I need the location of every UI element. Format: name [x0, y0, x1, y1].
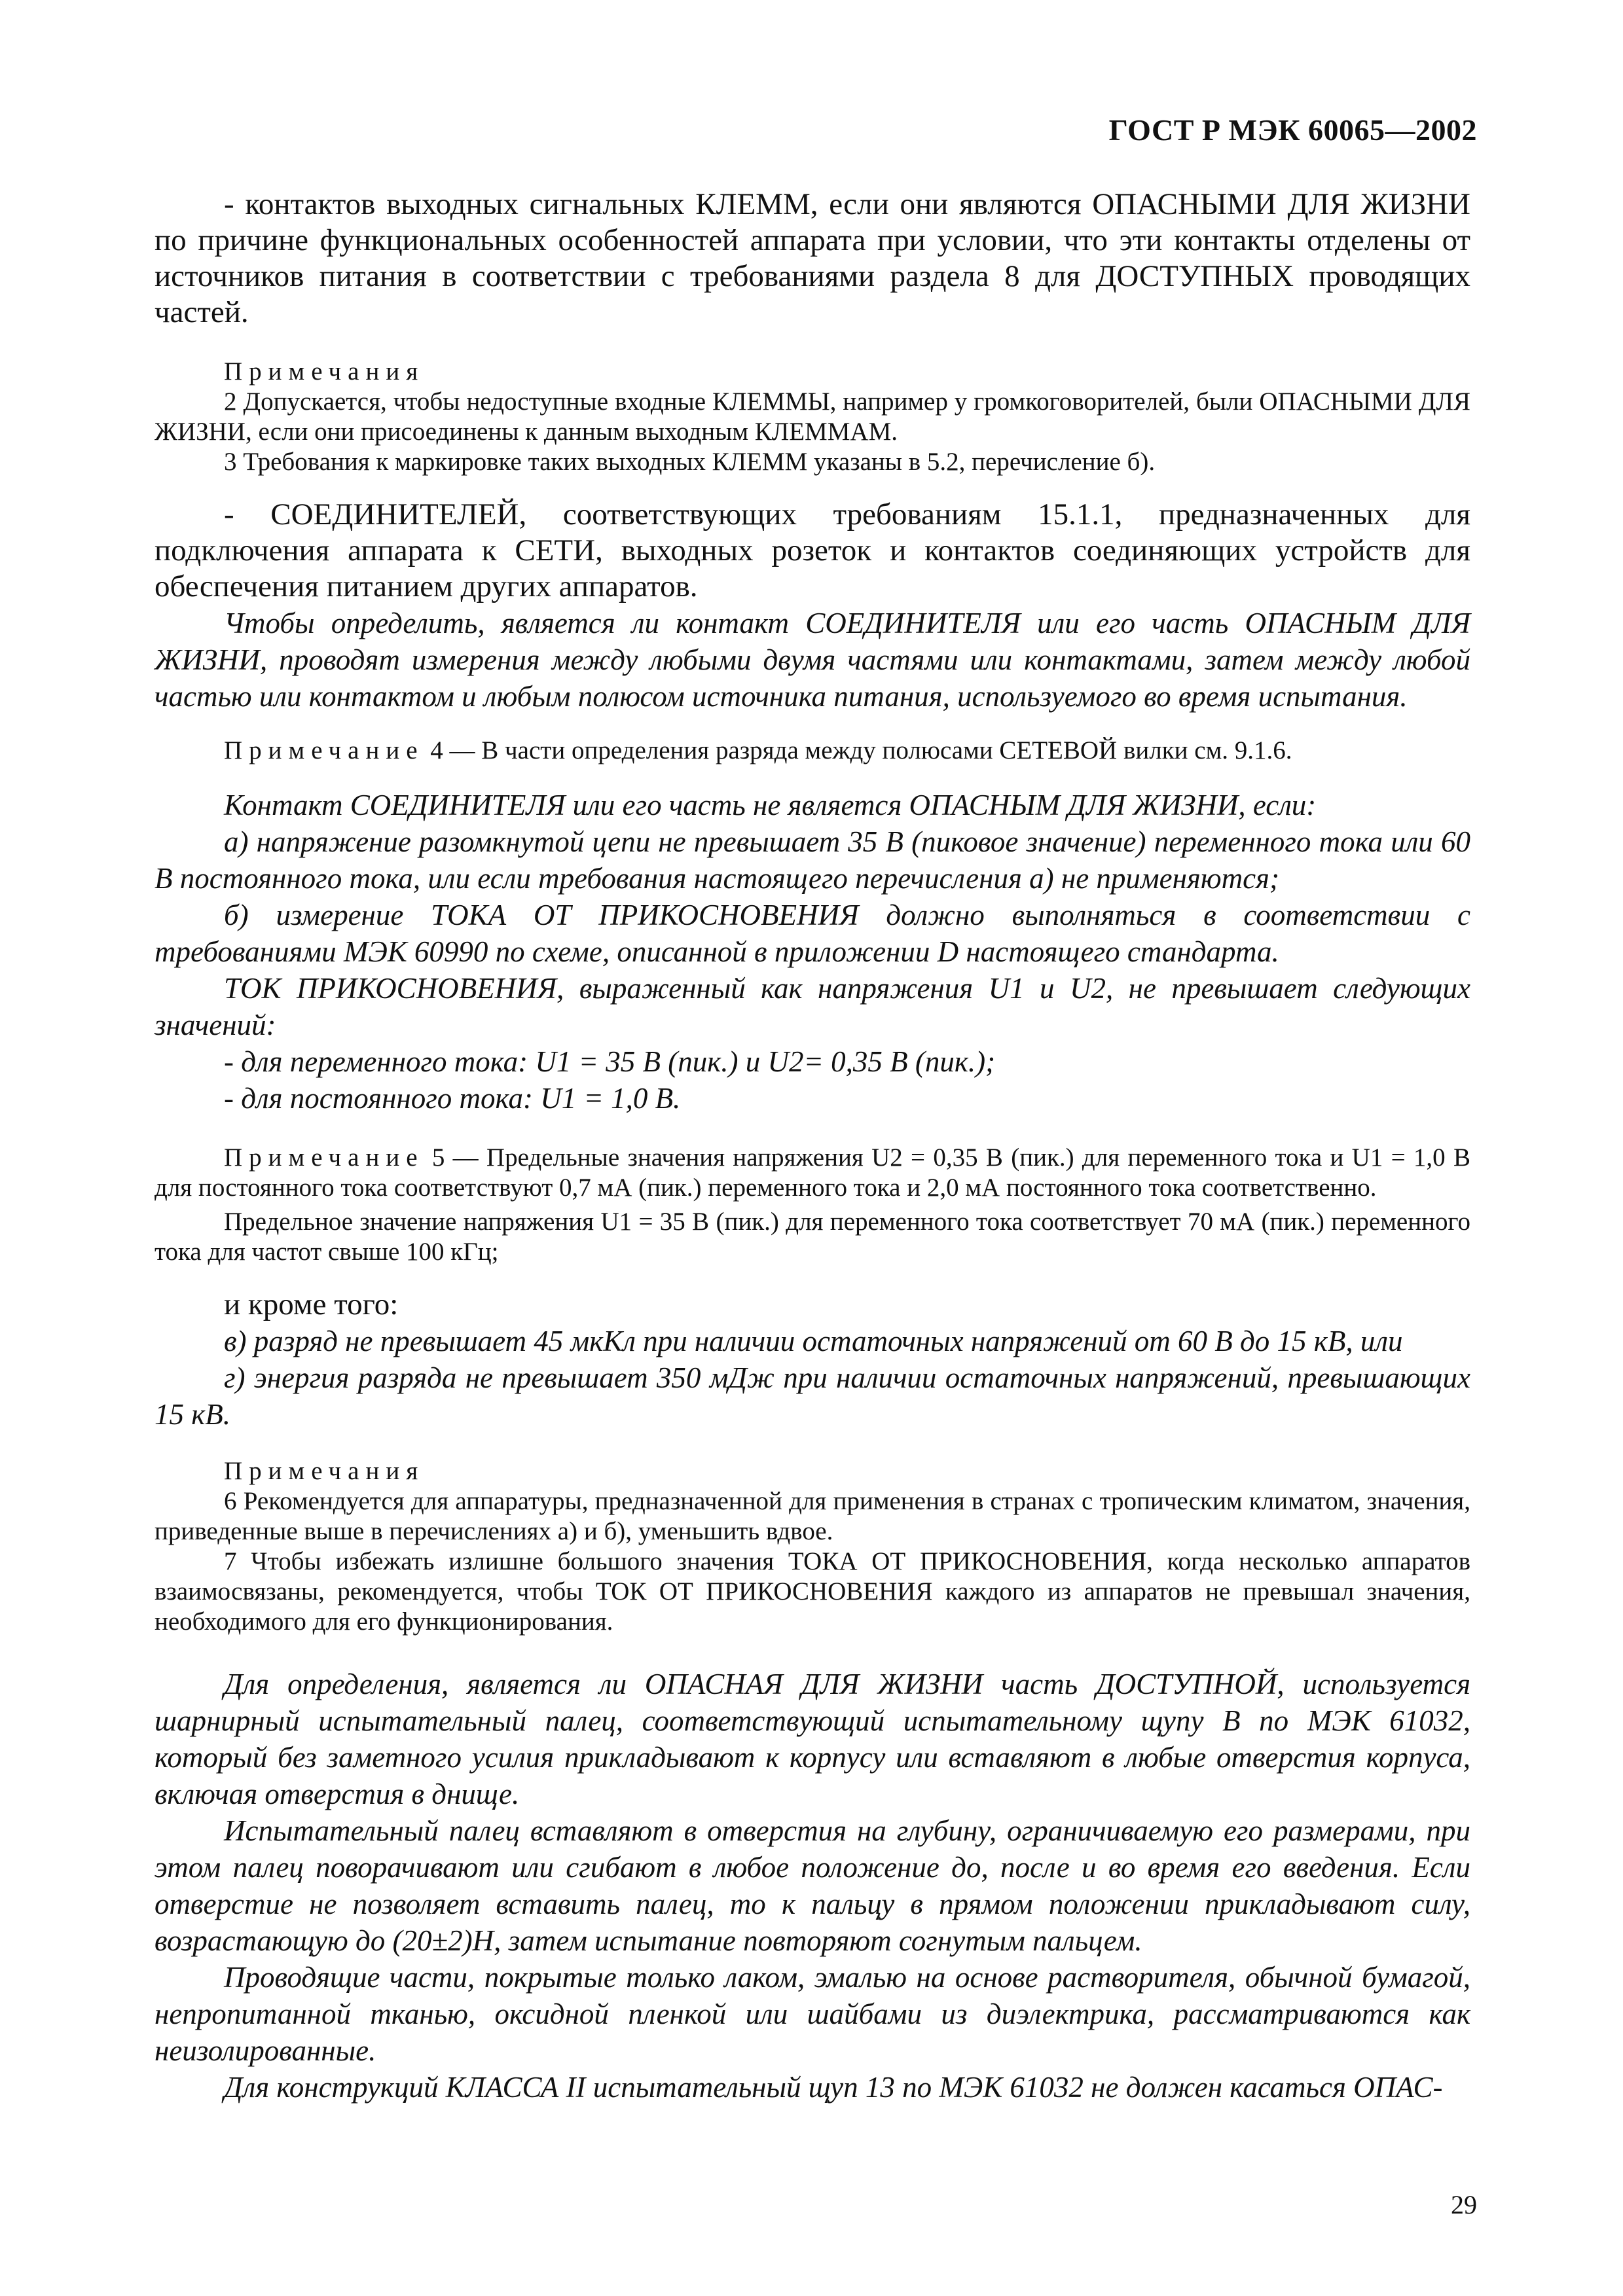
page-number: 29 [1451, 2190, 1477, 2219]
paragraph-and-also: и кроме того: [224, 1287, 399, 1321]
paragraph-touch-current: ТОК ПРИКОСНОВЕНИЯ, выраженный как напряжения U1 и U2, не превышает следующих значений: [155, 972, 1470, 1041]
item-a: а) напряжение разомкнутой цепи не превышает 35 В (пиковое значение) переменного тока или 60 В постоянного тока, или если требования настоящего перечисления а) не применяются; [155, 825, 1470, 895]
note-5 [155, 1143, 1470, 1203]
note-7: 7 Чтобы избежать излишне большого значения ТОКА ОТ ПРИКОСНОВЕНИЯ, когда несколько аппаратов взаимосвязаны, рекомендуется, чтобы ТОК ОТ ПРИКОСНОВЕНИЯ каждого из аппаратов не превышал значения, необходимого для его функционирования. [155, 1547, 1470, 1636]
item-ac-limits: - для переменного тока: U1 = 35 В (пик.) и U2= 0,35 В (пик.); [224, 1045, 996, 1078]
note-5-continued: Предельное значение напряжения U1 = 35 В (пик.) для переменного тока соответствует 70 мА (пик.) переменного тока для частот свыше 100 кГц; [155, 1208, 1470, 1266]
note-4 [155, 736, 1470, 766]
note-6: 6 Рекомендуется для аппаратуры, предназначенной для применения в странах с тропическим климатом, значения, приведенные выше в перечислениях а) и б), уменьшить вдвое. [155, 1487, 1470, 1545]
paragraph-conductive-parts: Проводящие части, покрытые только лаком, эмалью на основе растворителя, обычной бумагой, непропитанной тканью, оксидной пленкой или шайбами из диэлектрика, рассматриваются как неизолированные. [155, 1961, 1470, 2067]
item-g: г) энергия разряда не превышает 350 мДж при наличии остаточных напряжений, превышающих 15 кВ. [155, 1361, 1470, 1431]
paragraph-finger-insertion: Испытательный палец вставляют в отверстия на глубину, ограничиваемую его размерами, при этом палец поворачивают или сгибают в любое положение до, после и во время его введения. Если отверстие не позволяет вставить палец, то к пальцу в прямом положении прикладывают силу, возрастающую до (20±2)Н, затем испытание повторяют согнутым пальцем. [155, 1814, 1470, 1957]
item-b: б) измерение ТОКА ОТ ПРИКОСНОВЕНИЯ должно выполняться в соответствии с требованиями МЭК 60990 по схеме, описанной в приложении D настоящего стандарта. [155, 899, 1470, 968]
paragraph-not-hazardous-if: Контакт СОЕДИНИТЕЛЯ или его часть не является ОПАСНЫМ ДЛЯ ЖИЗНИ, если: [224, 789, 1317, 821]
paragraph-output-terminals: - контактов выходных сигнальных КЛЕММ, если они являются ОПАСНЫМИ ДЛЯ ЖИЗНИ по причине функциональных особенностей аппарата при условии, что эти контакты отделены от источников питания в соответствии с требованиями раздела 8 для ДОСТУПНЫХ проводящих частей. [155, 187, 1470, 329]
notes-heading-2: Примечания [224, 1457, 425, 1485]
body-text [155, 187, 1470, 2106]
note-5-label: Примечание [224, 1143, 424, 1172]
note-5-text: 5 — Предельные значения напряжения U2 = 0,35 В (пик.) для переменного тока и U1 = 1,0 В для постоянного тока соответствуют 0,7 мА (пик.) переменного тока и 2,0 мА постоянного тока соответственно. [155, 1143, 1470, 1202]
item-dc-limits: - для постоянного тока: U1 = 1,0 В. [224, 1082, 681, 1115]
paragraph-test-finger: Для определения, является ли ОПАСНАЯ ДЛЯ ЖИЗНИ часть ДОСТУПНОЙ, используется шарнирный испытательный палец, соответствующий испытательному щупу В по МЭК 61032, который без заметного усилия прикладывают к корпусу или вставляют в любые отверстия корпуса, включая отверстия в днище. [155, 1668, 1470, 1810]
paragraph-class-ii: Для конструкций КЛАССА II испытательный щуп 13 по МЭК 61032 не должен касаться ОПАС- [224, 2071, 1443, 2104]
standard-header: ГОСТ Р МЭК 60065—2002 [1108, 113, 1477, 147]
paragraph-connectors: - СОЕДИНИТЕЛЕЙ, соответствующих требованиям 15.1.1, предназначенных для подключения аппарата к СЕТИ, выходных розеток и контактов соединяющих устройств для обеспечения питанием других аппаратов. [155, 497, 1470, 603]
note-2: 2 Допускается, чтобы недоступные входные КЛЕММЫ, например у громкоговорителей, были ОПАСНЫМИ ДЛЯ ЖИЗНИ, если они присоединены к данным выходным КЛЕММАМ. [155, 387, 1470, 446]
note-3: 3 Требования к маркировке таких выходных КЛЕММ указаны в 5.2, перечисление б). [224, 448, 1156, 476]
note-4-text: 4 — В части определения разряда между полюсами СЕТЕВОЙ вилки см. 9.1.6. [424, 736, 1292, 764]
note-4-label: Примечание [224, 736, 424, 764]
paragraph-measurement: Чтобы определить, является ли контакт СОЕДИНИТЕЛЯ или его часть ОПАСНЫМ ДЛЯ ЖИЗНИ, проводят измерения между любыми двумя частями или контактами, затем между любой частью или контактом и любым полюсом источника питания, используемого во время испытания. [155, 607, 1470, 713]
notes-heading: Примечания [224, 357, 425, 386]
item-v: в) разряд не превышает 45 мкКл при наличии остаточных напряжений от 60 В до 15 кВ, или [224, 1325, 1403, 1357]
